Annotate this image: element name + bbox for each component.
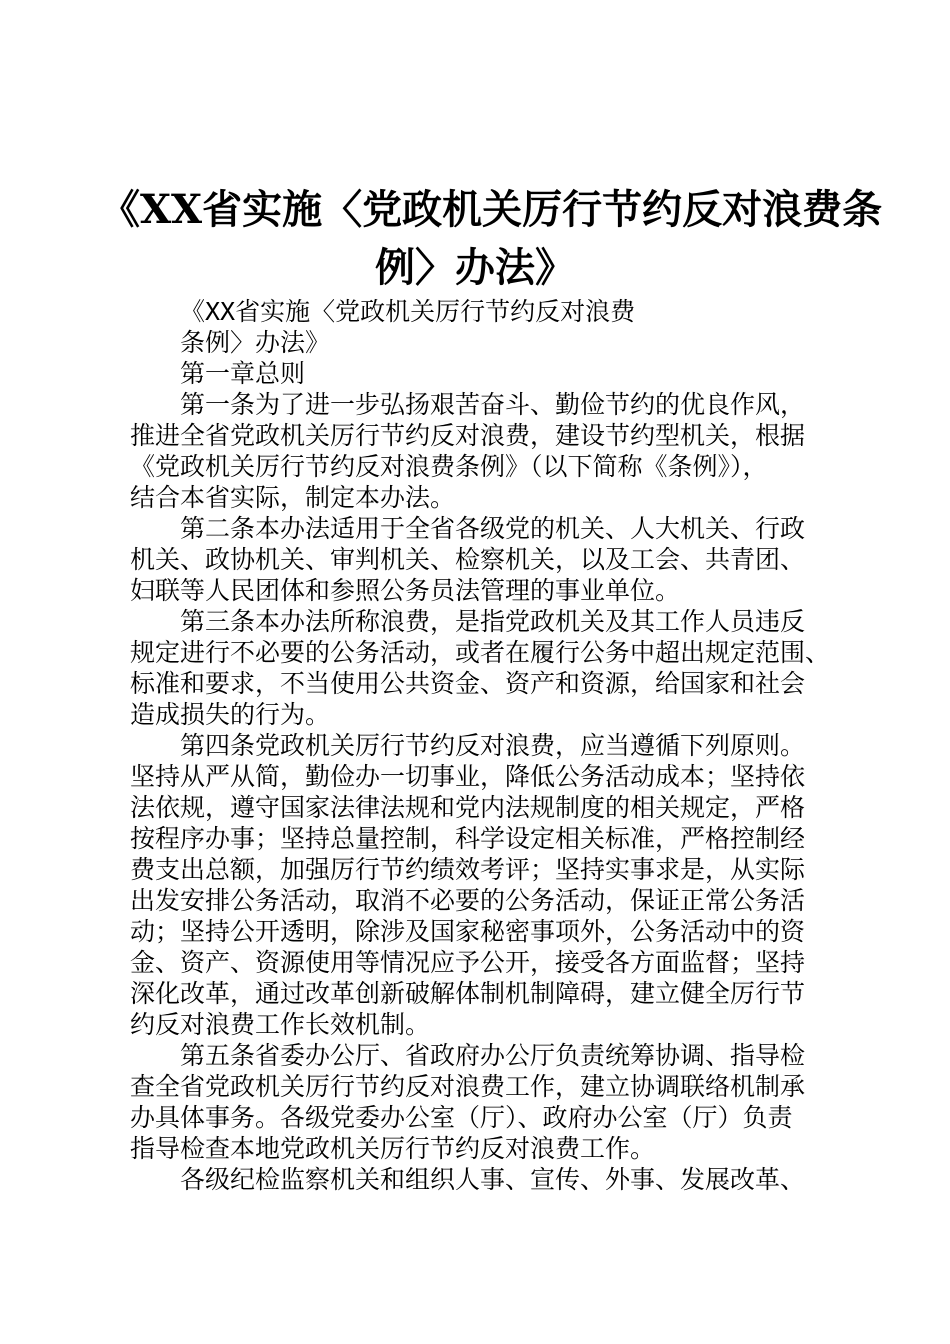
body-text-line: 《党政机关厉行节约反对浪费条例》（以下简称《条例》）， — [130, 452, 768, 481]
body-text-line: 第二条本办法适用于全省各级党的机关、人大机关、行政 — [180, 514, 806, 543]
body-text-line: 费支出总额，加强厉行节约绩效考评；坚持实事求是，从实际 — [130, 855, 806, 884]
body-text-line: 妇联等人民团体和参照公务员法管理的事业单位。 — [130, 576, 681, 605]
body-text-line: 标准和要求，不当使用公共资金、资产和资源，给国家和社会 — [130, 669, 806, 698]
body-text-line: 造成损失的行为。 — [130, 700, 331, 729]
body-text-line: 第四条党政机关厉行节约反对浪费，应当遵循下列原则。 — [180, 731, 806, 760]
body-text-line: 第一章总则 — [180, 359, 306, 388]
body-text-line: 坚持从严从简，勤俭办一切事业，降低公务活动成本；坚持依 — [130, 762, 806, 791]
body-text-line: 指导检查本地党政机关厉行节约反对浪费工作。 — [130, 1134, 656, 1163]
body-text-line: 约反对浪费工作长效机制。 — [130, 1010, 431, 1039]
document-title-line-2: 例〉办法》 — [375, 244, 575, 291]
body-text-line: 机关、政协机关、审判机关、检察机关，以及工会、共青团、 — [130, 545, 806, 574]
body-text-line: 金、资产、资源使用等情况应予公开，接受各方面监督；坚持 — [130, 948, 806, 977]
body-text-line: 查全省党政机关厉行节约反对浪费工作，建立协调联络机制承 — [130, 1072, 806, 1101]
body-text-line: 深化改革，通过改革创新破解体制机制障碍，建立健全厉行节 — [130, 979, 806, 1008]
document-title-line-1: 《XX省实施〈党政机关厉行节约反对浪费条 — [100, 186, 883, 233]
body-text-line: 各级纪检监察机关和组织人事、宣传、外事、发展改革、 — [180, 1165, 806, 1194]
body-text-line: 推进全省党政机关厉行节约反对浪费，建设节约型机关，根据 — [130, 421, 806, 450]
body-text-line: 第五条省委办公厅、省政府办公厅负责统筹协调、指导检 — [180, 1041, 806, 1070]
body-text-line: 结合本省实际，制定本办法。 — [130, 483, 456, 512]
body-text-line: 第一条为了进一步弘扬艰苦奋斗、勤俭节约的优良作风， — [180, 390, 806, 419]
body-text-line: 动；坚持公开透明，除涉及国家秘密事项外，公务活动中的资 — [130, 917, 806, 946]
body-text-line: 规定进行不必要的公务活动，或者在履行公务中超出规定范围、 — [130, 638, 831, 667]
body-text-line: 按程序办事；坚持总量控制，科学设定相关标准，严格控制经 — [130, 824, 806, 853]
document-body — [130, 296, 830, 1195]
body-text-line: 出发安排公务活动，取消不必要的公务活动，保证正常公务活 — [130, 886, 806, 915]
body-text-line: 条例〉办法》 — [180, 328, 331, 357]
body-text-line: 《XX省实施〈党政机关厉行节约反对浪费 — [180, 297, 636, 326]
body-text-line: 法依规，遵守国家法律法规和党内法规制度的相关规定，严格 — [130, 793, 806, 822]
body-text-line: 第三条本办法所称浪费，是指党政机关及其工作人员违反 — [180, 607, 806, 636]
body-text-line: 办具体事务。各级党委办公室（厅）、政府办公室（厅）负责 — [130, 1103, 793, 1132]
